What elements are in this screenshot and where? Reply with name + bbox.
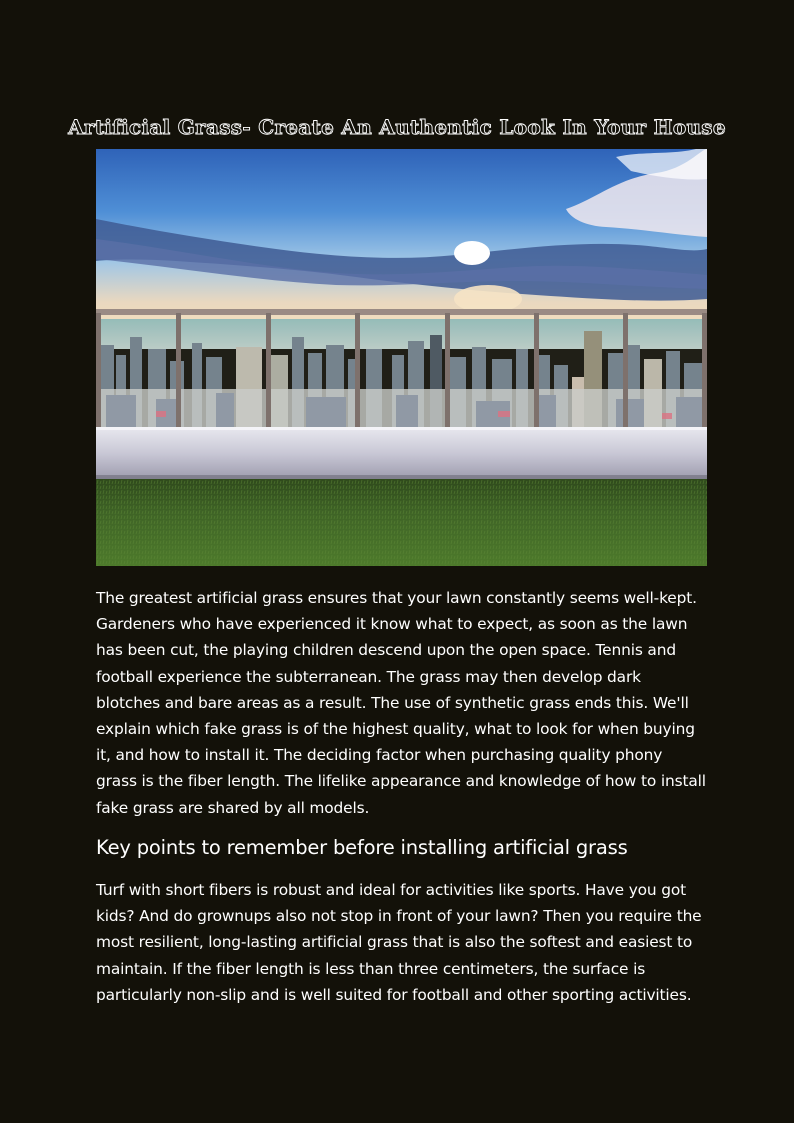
document-title: Artificial Grass- Create An Authentic Look In Your House [68, 115, 726, 140]
section-heading: Key points to remember before installing artificial grass [96, 836, 628, 859]
body-paragraph: The greatest artificial grass ensures that your lawn constantly seems well-kept. Gardeners who have experienced it know what to expect, as soon as the lawn has been cut, the playing children descend upon the open space. Tennis and football experience the subterranean. The grass may then develop dark blotches and bare areas as a result. The use of synthetic grass ends this. We'll explain which fake grass is of the highest quality, what to look for when buying it, and how to install it. The deciding factor when purchasing quality phony grass is the fiber length. The lifelike appearance and knowledge of how to install fake grass are shared by all models. [96, 589, 706, 817]
body-paragraph: Turf with short fibers is robust and ideal for activities like sports. Have you got kids? And do grownups also not stop in front of your lawn? Then you require the most resilient, long-lasting artificial grass that is also the softest and easiest to maintain. If the fiber length is less than three centimeters, the surface is particularly non-slip and is well suited for football and other sporting activities. [96, 881, 702, 1004]
hero-photo [96, 149, 707, 566]
